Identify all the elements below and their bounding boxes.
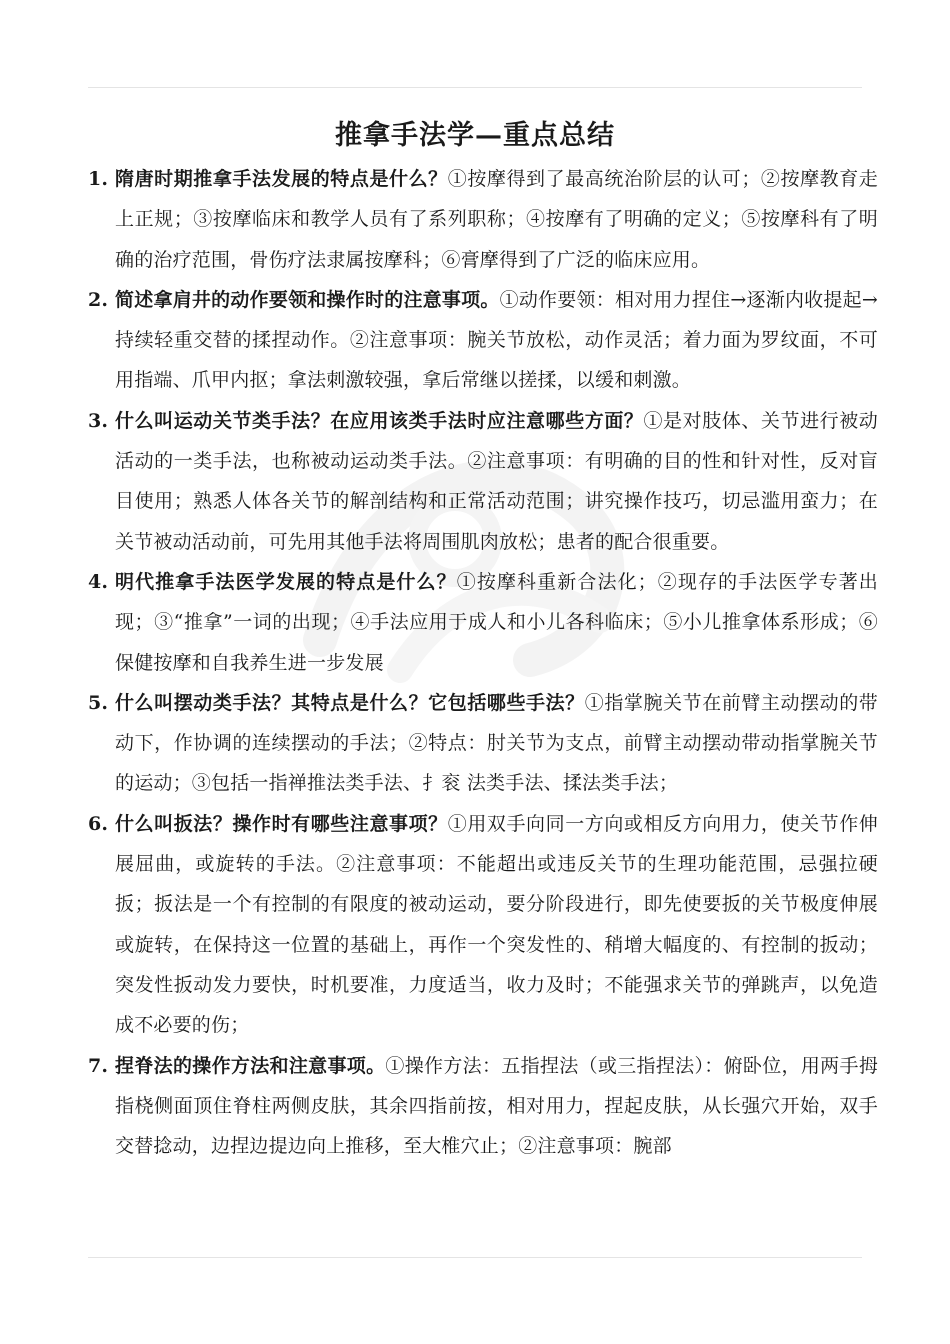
item-question: 什么叫摆动类手法？其特点是什么？它包括哪些手法？ xyxy=(115,691,585,714)
list-item xyxy=(88,562,878,683)
list-item xyxy=(88,804,878,1046)
item-answer: ①指掌腕关节在前臂主动摆动的带动下，作协调的连续摆动的手法；②特点：肘关节为支点，前臂主动摆动带动指掌腕关节的运动；③包括一指禅推法类手法、扌衮 法类手法、揉法类手法； xyxy=(115,691,878,795)
list-item xyxy=(88,401,878,562)
item-answer: ①是对肢体、关节进行被动活动的一类手法，也称被动运动类手法。②注意事项：有明确的目的性和针对性，反对盲目使用；熟悉人体各关节的解剖结构和正常活动范围；讲究操作技巧，切忌滥用蛮力；在关节被动活动前，可先用其他手法将周围肌肉放松；患者的配合很重要。 xyxy=(115,409,878,553)
item-number: 6. xyxy=(88,812,109,835)
page-title: 推拿手法学—重点总结 xyxy=(335,120,615,151)
bottom-divider xyxy=(88,1257,862,1258)
item-question: 简述拿肩井的动作要领和操作时的注意事项。 xyxy=(115,288,500,311)
list-item xyxy=(88,159,878,280)
item-number: 1. xyxy=(88,168,109,190)
item-question: 什么叫扳法？操作时有哪些注意事项？ xyxy=(115,812,448,835)
item-question: 什么叫运动关节类手法？在应用该类手法时应注意哪些方面？ xyxy=(115,409,644,432)
item-answer: ①操作方法：五指捏法（或三指捏法）：俯卧位，用两手拇指桡侧面顶住脊柱两侧皮肤，其余四指前按，相对用力，捏起皮肤，从长强穴开始，双手交替捻动，边捏边提边向上推移，至大椎穴止；②注意事项：腕部 xyxy=(115,1054,878,1158)
item-answer: ①按摩科重新合法化；②现存的手法医学专著出现；③“推拿”一词的出现；④手法应用于成人和小儿各科临床；⑤小儿推拿体系形成；⑥保健按摩和自我养生进一步发展 xyxy=(115,570,879,674)
item-question: 捏脊法的操作方法和注意事项。 xyxy=(115,1054,386,1077)
list-item xyxy=(88,280,878,401)
list-item xyxy=(88,1046,878,1167)
item-answer: ①动作要领：相对用力捏住→逐渐内收提起→持续轻重交替的揉捏动作。②注意事项：腕关节放松，动作灵活；着力面为罗纹面，不可用指端、爪甲内抠；拿法刺激较强，拿后常继以搓揉，以缓和刺激。 xyxy=(115,288,878,392)
item-answer: ①用双手向同一方向或相反方向用力，使关节作伸展屈曲，或旋转的手法。②注意事项：不能超出或违反关节的生理功能范围，忌强拉硬扳；扳法是一个有控制的有限度的被动运动，要分阶段进行，即先使要扳的关节极度伸展或旋转，在保持这一位置的基础上，再作一个突发性的、稍增大幅度的、有控制的扳动；突发性扳动发力要快，时机要准，力度适当，收力及时；不能强求关节的弹跳声，以免造成不必要的伤； xyxy=(115,812,878,1037)
item-number: 4. xyxy=(88,570,109,593)
item-number: 5. xyxy=(88,691,109,714)
top-divider xyxy=(88,87,862,88)
list-item xyxy=(88,683,878,804)
item-number: 7. xyxy=(88,1054,109,1077)
item-question: 隋唐时期推拿手法发展的特点是什么？ xyxy=(115,168,448,190)
item-question: 明代推拿手法医学发展的特点是什么？ xyxy=(115,570,457,593)
item-number: 2. xyxy=(88,288,109,311)
qa-list xyxy=(88,159,878,1166)
item-number: 3. xyxy=(88,409,109,432)
item-answer: ①按摩得到了最高统治阶层的认可；②按摩教育走上正规；③按摩临床和教学人员有了系列职称；④按摩有了明确的定义；⑤按摩科有了明确的治疗范围，骨伤疗法隶属按摩科；⑥膏摩得到了广泛的临床应用。 xyxy=(115,168,878,271)
